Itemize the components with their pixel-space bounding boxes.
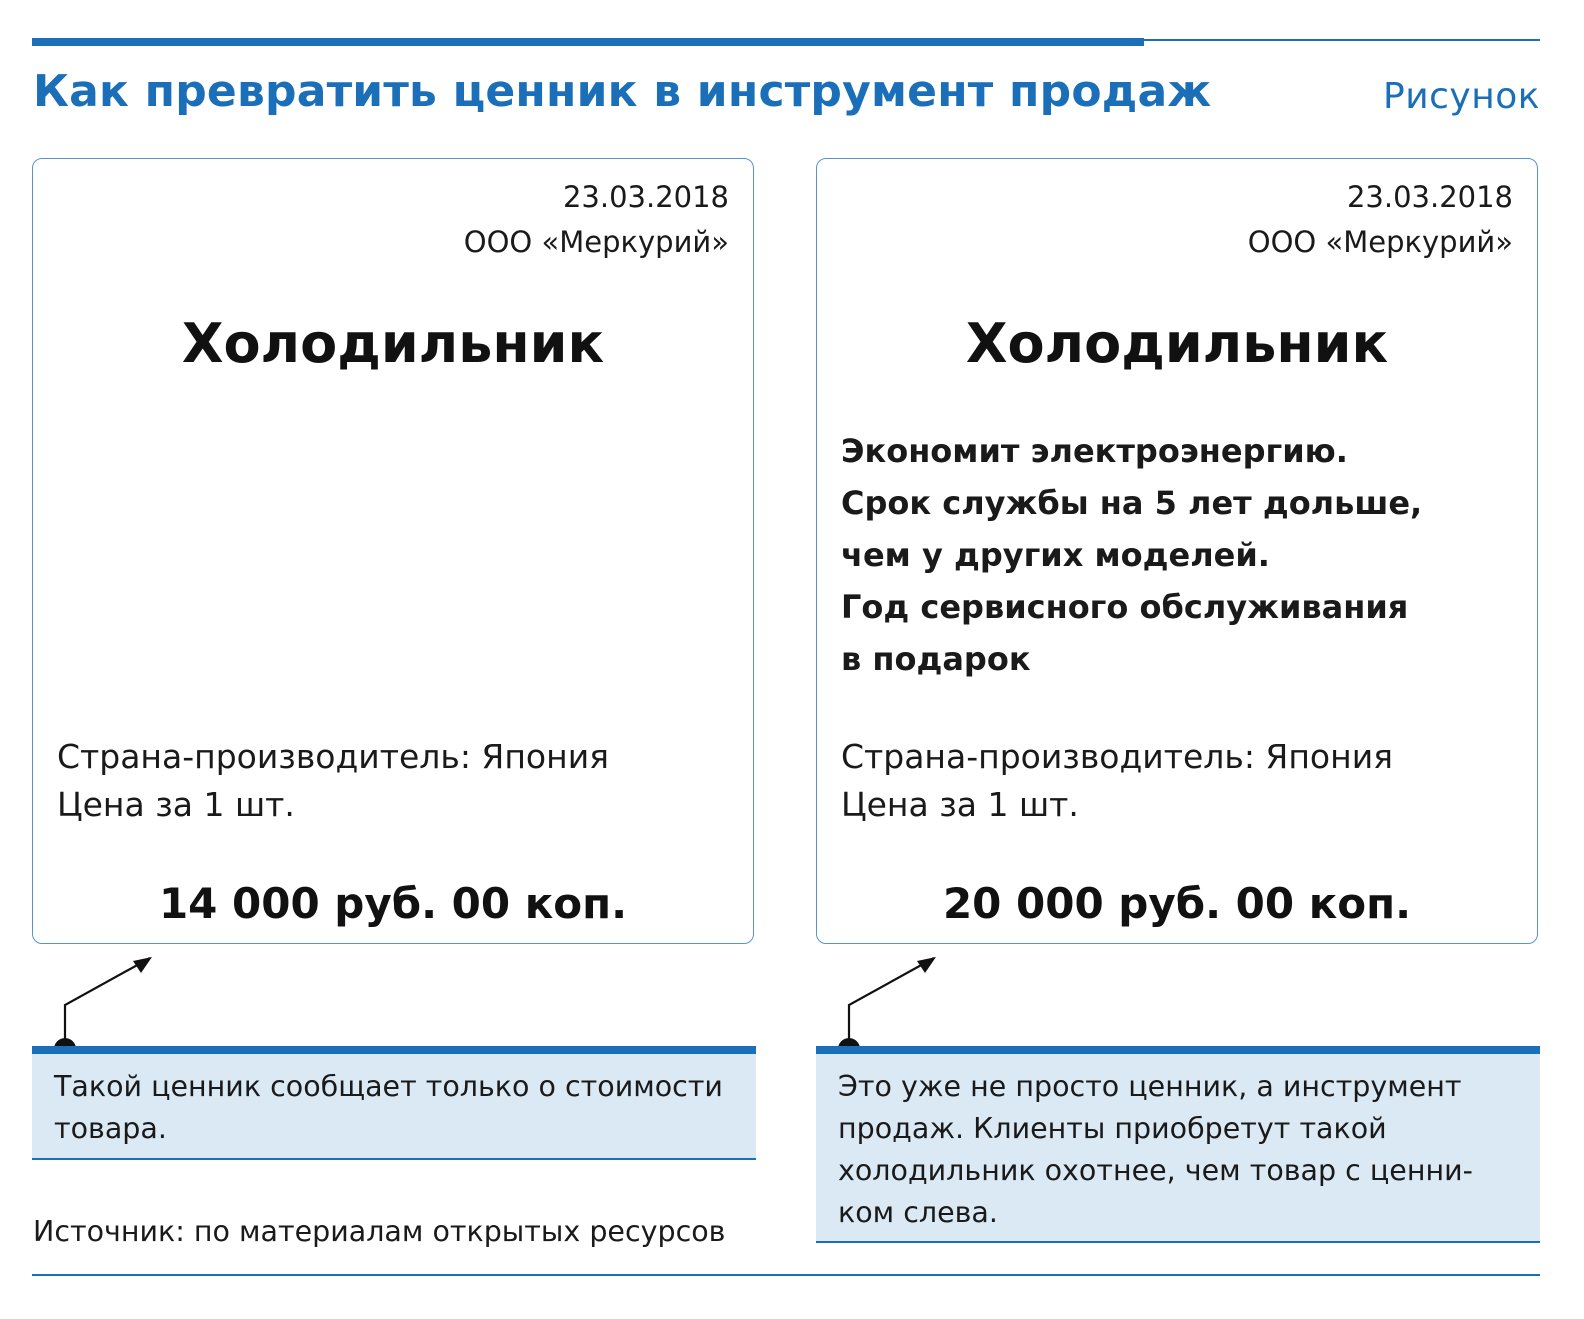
price-tag-country: Страна-производитель: Япония (57, 737, 609, 776)
price-tag-price: 14 000 руб. 00 коп. (158, 879, 628, 928)
callout-arrow-left (54, 957, 152, 1060)
price-tag-date: 23.03.2018 (1346, 180, 1513, 214)
note-line: товара. (54, 1112, 167, 1145)
price-tag-price: 20 000 руб. 00 коп. (942, 879, 1412, 928)
note-line: ком слева. (838, 1196, 998, 1229)
page-title: Как превратить ценник в инструмент продаж (33, 66, 1212, 117)
benefit-line: в подарок (841, 640, 1031, 678)
note-line: холодильник охотнее, чем товар с ценни- (838, 1154, 1473, 1187)
price-tag-unit: Цена за 1 шт. (57, 785, 295, 824)
benefit-line: Срок службы на 5 лет дольше, (841, 484, 1423, 522)
note-line: продаж. Клиенты приобретут такой (838, 1112, 1387, 1145)
note-line: Это уже не просто ценник, а инструмент (838, 1070, 1462, 1103)
note-sales (816, 1046, 1540, 1243)
figure-label: Рисунок (1382, 76, 1540, 117)
price-tag-product: Холодильник (965, 312, 1389, 375)
callout-arrow-right (838, 957, 936, 1060)
price-tag-product: Холодильник (181, 312, 605, 375)
price-tag-company: ООО «Меркурий» (463, 225, 729, 259)
note-basic (32, 1046, 756, 1160)
price-tag-country: Страна-производитель: Япония (841, 737, 1393, 776)
footer-rule (32, 1274, 1540, 1276)
source-note: Источник: по материалам открытых ресурсов (33, 1215, 726, 1248)
benefit-line: Год сервисного обслуживания (841, 588, 1409, 626)
benefit-line: Экономит электроэнергию. (841, 432, 1348, 470)
note-line: Такой ценник сообщает только о стоимости (54, 1070, 723, 1103)
price-tag-unit: Цена за 1 шт. (841, 785, 1079, 824)
price-tag-company: ООО «Меркурий» (1247, 225, 1513, 259)
price-tag-date: 23.03.2018 (562, 180, 729, 214)
benefit-line: чем у других моделей. (841, 536, 1270, 574)
